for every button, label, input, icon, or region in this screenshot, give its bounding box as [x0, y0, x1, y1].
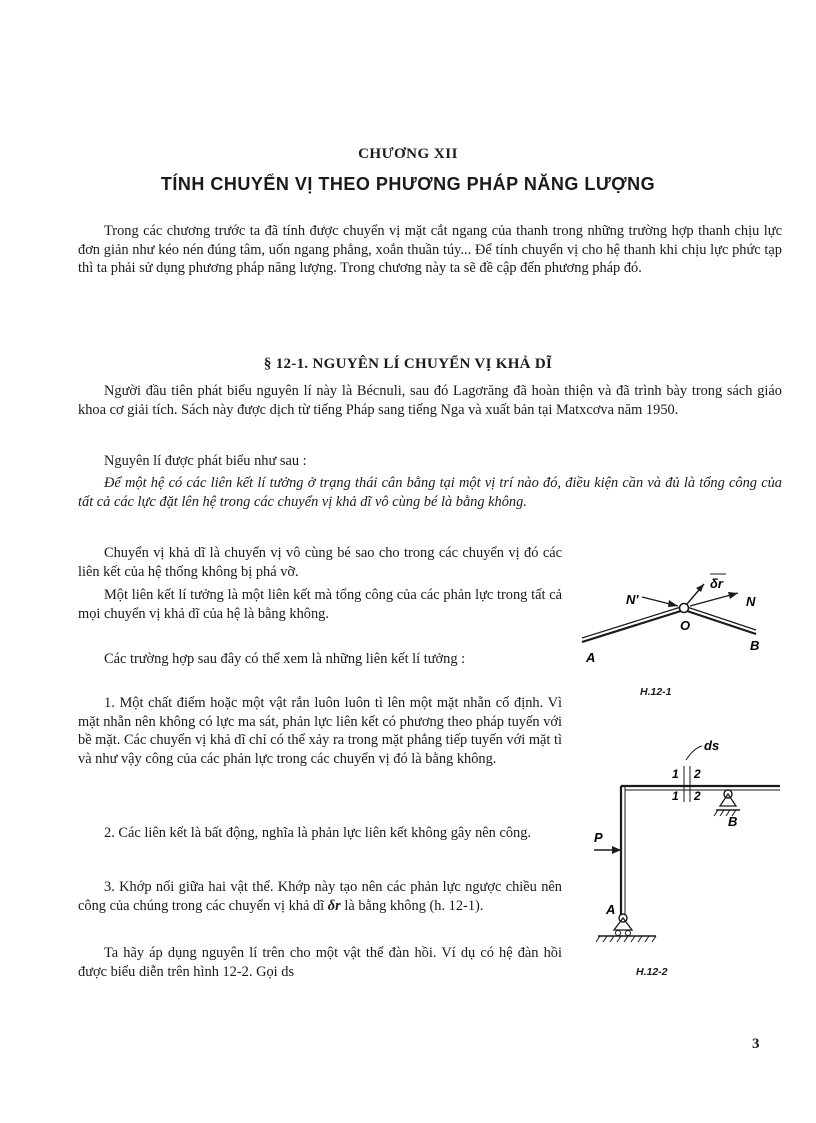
bar-oa-edge — [582, 606, 684, 638]
list-item-3-text-a: 3. Khớp nối giữa hai vật thể. Khớp này tạo nên các phản lực ngược chiều nên công của chúng trong các chuyển vị khả dĩ — [78, 879, 562, 914]
label-section-2-bottom: 2 — [694, 789, 701, 803]
force-p-arrowhead — [612, 846, 621, 854]
figure-12-2-caption: H.12-2 — [636, 966, 668, 978]
bar-ob — [684, 610, 756, 634]
label-a: A — [606, 902, 616, 917]
list-item-3-text-b: là bằng không (h. 12-1). — [344, 897, 484, 914]
paragraph-cases: Các trường hợp sau đây có thể xem là những liên kết lí tưởng : — [104, 651, 466, 667]
figure-12-2 — [580, 730, 780, 950]
label-section-2-top: 2 — [694, 767, 701, 781]
list-item-3 — [78, 878, 562, 915]
paragraph-statement-intro: Nguyên lí được phát biểu như sau : — [104, 453, 307, 469]
figure-12-1-caption: H.12-1 — [640, 686, 672, 698]
label-a: A — [586, 650, 596, 665]
label-section-1-bottom: 1 — [672, 789, 679, 803]
section-heading: § 12-1. NGUYÊN LÍ CHUYỂN VỊ KHẢ DĨ — [263, 356, 553, 372]
label-delta-r: δr — [710, 576, 723, 591]
label-n-prime: N' — [626, 592, 639, 607]
label-section-1-top: 1 — [672, 767, 679, 781]
delta-r-arrowhead — [696, 584, 704, 592]
ds-leader — [686, 746, 702, 760]
hinge-o — [680, 604, 689, 613]
page-number: 3 — [752, 1036, 760, 1052]
force-n-prime-arrowhead — [668, 600, 678, 607]
pin-a-roller-2 — [626, 931, 631, 936]
paragraph-virtual-displacement: Chuyển vị khả dĩ là chuyển vị vô cùng bé sao cho trong các chuyển vị đó các liên kết của hệ thống không bị phá vỡ. — [78, 545, 562, 580]
list-item-2: 2. Các liên kết là bất động, nghĩa là phản lực liên kết không gây nên công. — [104, 825, 532, 841]
label-p: P — [594, 830, 603, 845]
label-o: O — [680, 618, 691, 633]
paragraph-history: Người đầu tiên phát biểu nguyên lí này là Bécnuli, sau đó Lagơrăng đã hoàn thiện và đã trình bày trong sách giáo khoa cơ giải tích. Sách này được dịch từ tiếng Pháp sang tiếng Nga và xuất bản tại Matxcơva năm 1950. — [78, 383, 782, 418]
bar-oa — [582, 610, 684, 642]
chapter-title: TÍNH CHUYỂN VỊ THEO PHƯƠNG PHÁP NĂNG LƯỢNG — [160, 174, 656, 194]
label-n: N — [746, 594, 756, 609]
principle-statement: Để một hệ có các liên kết lí tưởng ở trạng thái cân bằng tại một vị trí nào đó, điều kiện cần và đủ là tổng công của tất cả các lực đặt lên hệ trong các chuyển vị khả dĩ vô cùng bé là bằng không. — [78, 475, 782, 510]
intro-paragraph: Trong các chương trước ta đã tính được chuyển vị mặt cắt ngang của thanh trong những trường hợp thanh chịu lực đơn giản như kéo nén đúng tâm, uốn ngang phẳng, xoắn thuần túy... Để tính chuyển vị cho hệ thanh khi chịu lực phức tạp thì ta phải sử dụng phương pháp năng lượng. Trong chương này ta sẽ đề cập đến phương pháp đó. — [78, 223, 782, 277]
paragraph-ideal-constraint: Một liên kết lí tưởng là một liên kết mà tổng công của các phản lực trong tất cả mọi chuyển vị khả dĩ của hệ là bằng không. — [78, 587, 562, 622]
pin-a-roller-1 — [616, 931, 621, 936]
label-b: B — [728, 814, 738, 829]
pin-a-hatch — [596, 936, 656, 942]
list-item-1: 1. Một chất điểm hoặc một vật rắn luôn luôn tì lên một mặt nhẵn cố định. Vì mặt nhẵn nên không có lực ma sát, phản lực liên kết có phương theo pháp tuyến với bề mặt. Các chuyển vị khả dĩ chỉ có thể xảy ra trong mặt phẳng tiếp tuyến với mặt tì và như vậy công của các phản lực trong các chuyển vị đó là bằng không. — [78, 695, 562, 767]
force-n-arrowhead — [728, 592, 738, 599]
delta-r-symbol: δr — [327, 897, 341, 914]
figure-12-1 — [570, 560, 780, 670]
paragraph-application: Ta hãy áp dụng nguyên lí trên cho một vật thể đàn hồi. Ví dụ có hệ đàn hồi được biểu diễn trên hình 12-2. Gọi ds — [78, 945, 562, 980]
chapter-number: CHƯƠNG XII — [358, 146, 458, 162]
bar-ob-edge — [684, 606, 756, 630]
label-b: B — [750, 638, 760, 653]
label-ds: ds — [704, 738, 720, 753]
